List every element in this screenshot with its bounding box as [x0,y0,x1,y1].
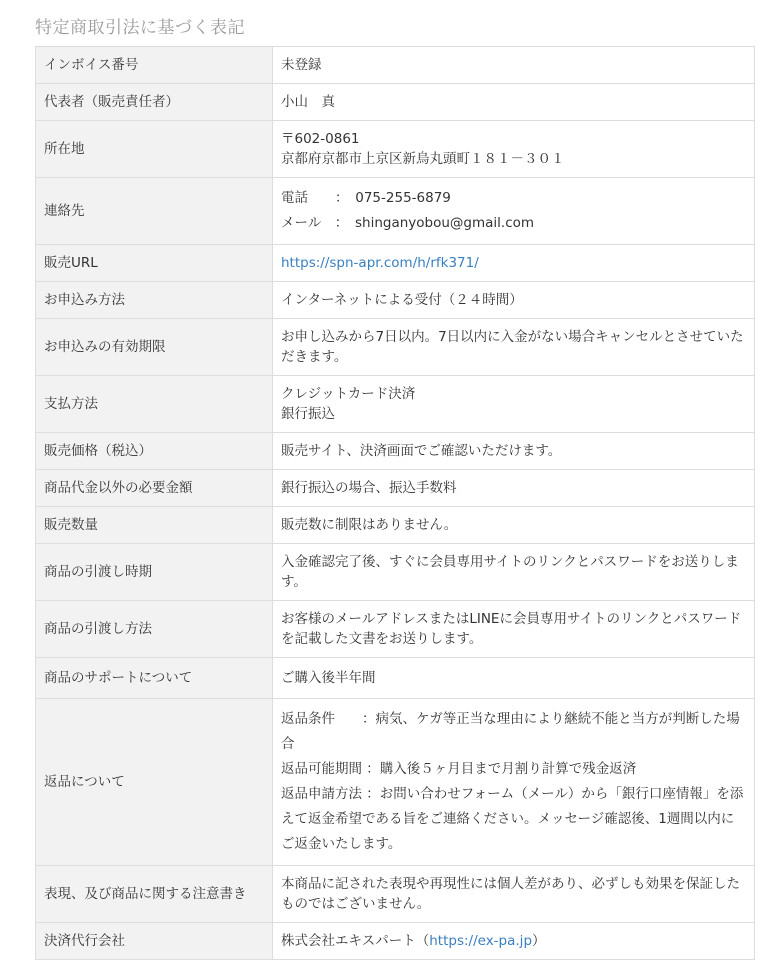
table-row [36,282,755,319]
row-value-apply-validity: お申し込みから7日以内。7日以内に入金がない場合キャンセルとさせていただきます。 [273,319,755,376]
row-value-address [273,121,755,178]
row-value-delivery-time: 入金確認完了後、すぐに会員専用サイトのリンクとパスワードをお送りします。 [273,544,755,601]
table-row [36,866,755,923]
sales-url-link[interactable]: https://spn-apr.com/h/rfk371/ [281,255,479,271]
row-label-sales-url: 販売URL [36,245,273,282]
table-row [36,658,755,699]
row-label-contact: 連絡先 [36,178,273,245]
row-label-price: 販売価格（税込） [36,433,273,470]
row-label-delivery-method: 商品の引渡し方法 [36,601,273,658]
row-value-sales-url [273,245,755,282]
returns-condition: 返品条件 ：病気、ケガ等正当な理由により継続不能と当方が判断した場合 [281,711,740,752]
page-title: 特定商取引法に基づく表記 [35,18,245,38]
table-row [36,433,755,470]
table-row [36,507,755,544]
table-row [36,601,755,658]
table-row [36,470,755,507]
row-value-invoice: 未登録 [273,47,755,84]
row-label-apply-method: お申込み方法 [36,282,273,319]
contact-email: メール ： shinganyobou@gmail.com [281,215,535,231]
row-label-apply-validity: お申込みの有効期限 [36,319,273,376]
row-label-extra-fees: 商品代金以外の必要金額 [36,470,273,507]
table-row [36,699,755,866]
row-value-payment-agent [273,923,755,960]
payment-credit-card: クレジットカード決済 [281,386,416,402]
returns-period: 返品可能期間 ：購入後５ヶ月目まで月割り計算で残金返済 [281,761,637,777]
row-value-payment-method [273,376,755,433]
row-value-expression-notice: 本商品に記された表現や再現性には個人差があり、必ずしも効果を保証したものではございません。 [273,866,755,923]
row-value-returns [273,699,755,866]
payment-agent-suffix: ） [532,933,546,949]
row-label-address: 所在地 [36,121,273,178]
payment-agent-company: 株式会社エキスパート（ [281,933,430,949]
returns-procedure: 返品申請方法 ：お問い合わせフォーム（メール）から「銀行口座情報」を添えて返金希望である旨をご連絡ください。メッセージ確認後、1週間以内にご返金いたします。 [281,786,744,852]
row-value-delivery-method: お客様のメールアドレスまたはLINEに会員専用サイトのリンクとパスワードを記載した文書をお送りします。 [273,601,755,658]
table-row [36,376,755,433]
payment-agent-link[interactable]: https://ex-pa.jp [429,933,533,949]
row-label-delivery-time: 商品の引渡し時期 [36,544,273,601]
row-label-expression-notice: 表現、及び商品に関する注意書き [36,866,273,923]
table-row [36,319,755,376]
table-row [36,84,755,121]
row-label-invoice: インボイス番号 [36,47,273,84]
row-label-returns: 返品について [36,699,273,866]
row-label-support: 商品のサポートについて [36,658,273,699]
table-row [36,121,755,178]
row-value-contact [273,178,755,245]
row-value-extra-fees: 銀行振込の場合、振込手数料 [273,470,755,507]
table-row [36,245,755,282]
row-label-representative: 代表者（販売責任者） [36,84,273,121]
table-row [36,544,755,601]
row-label-payment-method: 支払方法 [36,376,273,433]
row-value-representative: 小山 真 [273,84,755,121]
row-value-support: ご購入後半年間 [273,658,755,699]
table-row [36,178,755,245]
row-label-quantity: 販売数量 [36,507,273,544]
contact-phone: 電話 ： 075-255-6879 [281,190,451,206]
row-value-price: 販売サイト、決済画面でご確認いただけます。 [273,433,755,470]
row-value-quantity: 販売数に制限はありません。 [273,507,755,544]
table-row [36,47,755,84]
row-value-apply-method: インターネットによる受付（２４時間） [273,282,755,319]
payment-bank-transfer: 銀行振込 [281,406,335,422]
table-row [36,923,755,960]
postal-code: 〒602-0861 [281,131,360,147]
commerce-law-table [35,46,755,960]
row-label-payment-agent: 決済代行会社 [36,923,273,960]
street-address: 京都府京都市上京区新烏丸頭町１８１－３０１ [281,151,565,167]
